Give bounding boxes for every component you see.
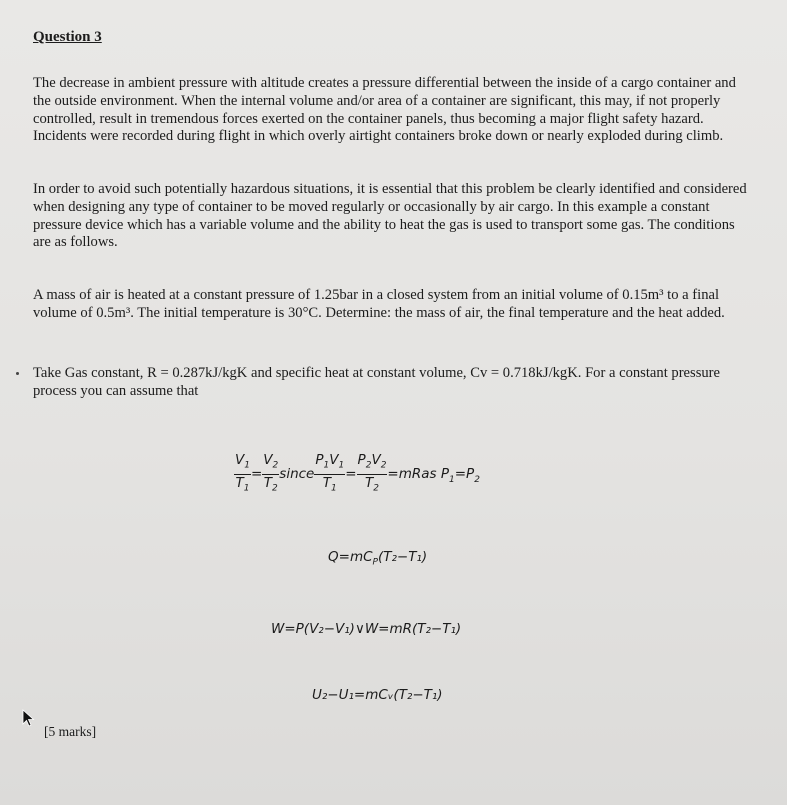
intro-paragraph: The decrease in ambient pressure with altitude creates a pressure differential between the inside of a cargo container and the outside environment. When the internal volume and/or area of a container are significant, this may, if not properly controlled, result in tremendous forces exerted on the container panels, thus becoming a major flight safety hazard. Incidents were recorded during flight in which overly airtight containers broke down or nearly exploded during climb. <box>33 75 736 145</box>
since-word: since <box>279 466 315 483</box>
context-paragraph: In order to avoid such potentially hazardous situations, it is essential that this problem be clearly identified and considered when designing any type of container to be moved regularly or occasionally by air cargo. In this example a constant pressure device which has a variable volume and the ability to heat the gas is used to transport some gas. The conditions are as follows. <box>33 181 747 251</box>
heat-equation: $Q=mC_P(T_2-T_1)$ <box>328 549 428 568</box>
question-heading: Question 3 <box>33 29 102 45</box>
problem-paragraph: A mass of air is heated at a constant pressure of 1.25bar in a closed system from an initial volume of 0.15m³ to a final volume of 0.5m³. The initial temperature is 30°C. Determine: the mass of air, the final temperature and the heat added. <box>33 287 725 321</box>
bullet-dot <box>16 372 19 375</box>
marks-label: [5 marks] <box>44 724 97 739</box>
v1-over-t1: $\frac{V_1}{T_1}$ <box>235 452 250 494</box>
p2v2-over-t2: $\frac{P_2V_2}{T_2}$ <box>357 452 387 494</box>
v2-over-t2: $\frac{V_2}{T_2}$ <box>263 452 279 494</box>
p1v1-over-t1: $\frac{P_1V_1}{T_1}$ <box>315 452 345 494</box>
internal-energy-equation: U₂−U₁=mCᵥ(T₂−T₁) <box>312 687 443 703</box>
constants-paragraph: Take Gas constant, R = 0.287kJ/kgK and specific heat at constant volume, Cv = 0.718kJ/kgK. For a constant pressure process you can assume that <box>33 365 721 399</box>
work-equation: W=P(V₂−V₁)∨W=mR(T₂−T₁) <box>271 621 462 637</box>
ideal-gas-ratio-equation: $\frac{V_1}{T_1}$ = $\frac{V_2}{T_2}$ since $\frac{P_1V_1}{T_1}$ = $\frac{P_2V_2}{T_2}$ =mRas $P_1=P_2$ <box>234 452 480 496</box>
mouse-pointer-icon <box>22 709 36 727</box>
